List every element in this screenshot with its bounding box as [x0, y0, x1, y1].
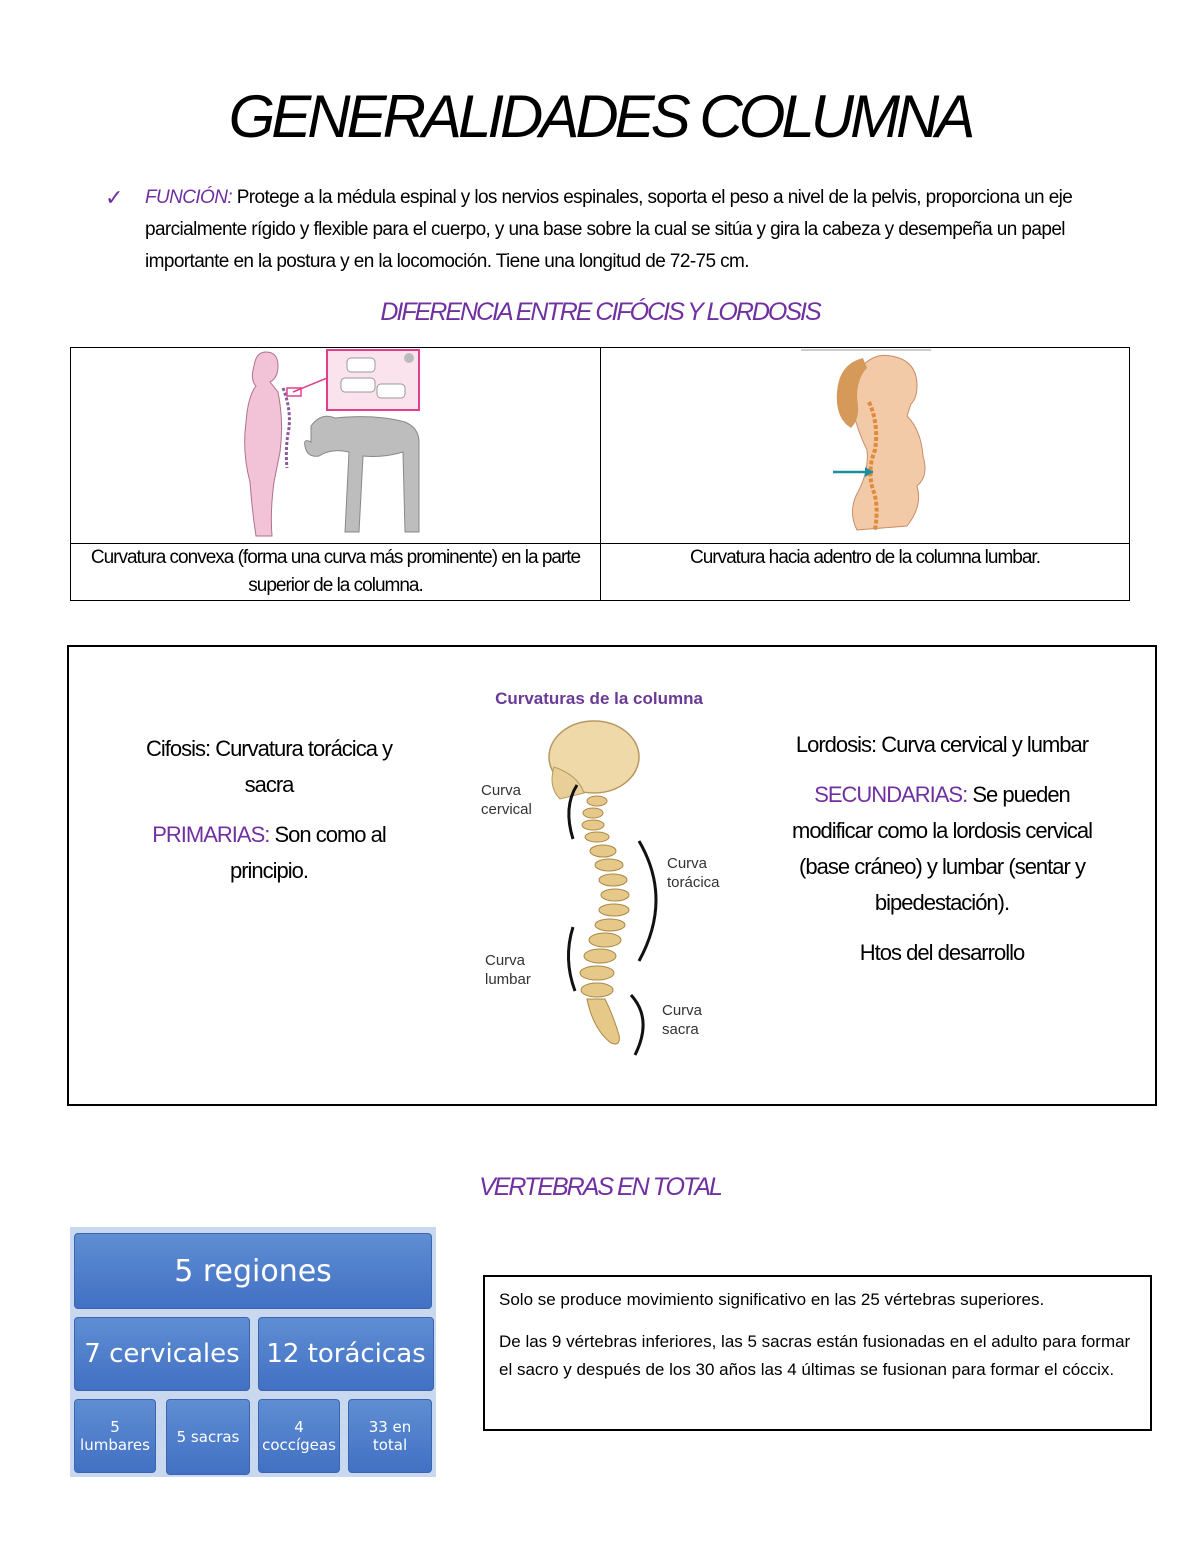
secundarias-text: Se pueden modificar como la lordosis cervical (base cráneo) y lumbar (sentar y bipedestación). — [792, 782, 1092, 915]
label-cervical: Curva cervical — [481, 782, 532, 818]
kyphosis-image-cell — [71, 348, 601, 544]
lordosis-image-cell — [601, 348, 1130, 544]
primarias-text: Son como al principio. — [229, 822, 386, 883]
block-cervicales: 7 cervicales — [74, 1317, 250, 1391]
page-title: GENERALIDADES COLUMNA — [228, 83, 972, 150]
kyphosis-caption: Curvatura convexa (forma una curva más prominente) en la parte superior de la columna. — [71, 544, 601, 601]
note-fusion: De las 9 vértebras inferiores, las 5 sacras están fusionadas en el adulto para formar el sacro y después de los 30 años las 4 últimas se fusionan para formar el cóccix. — [499, 1332, 1131, 1379]
spine-figure-title: Curvaturas de la columna — [495, 689, 703, 708]
lordosis-notes — [787, 727, 1097, 971]
vertebrae-heading: VERTEBRAS EN TOTAL — [479, 1173, 721, 1201]
spine-curvatures-diagram — [469, 717, 769, 1062]
note-movement: Solo se produce movimiento significativo en las 25 vértebras superiores. — [499, 1290, 1045, 1309]
hitos-text: Htos del desarrollo — [859, 940, 1025, 965]
comparison-table — [70, 347, 1130, 601]
lordosis-definition: Lordosis: Curva cervical y lumbar — [795, 732, 1089, 757]
lordosis-illustration — [601, 348, 1129, 538]
difference-heading: DIFERENCIA ENTRE CIFÓCIS Y LORDOSIS — [380, 298, 820, 326]
kyphosis-definition: Cifosis: Curvatura torácica y sacra — [145, 736, 393, 797]
secundarias-label: SECUNDARIAS: — [814, 782, 968, 807]
function-label: FUNCIÓN: — [145, 187, 233, 208]
block-lumbares: 5 lumbares — [74, 1399, 156, 1473]
block-total: 33 en total — [348, 1399, 432, 1473]
function-paragraph — [105, 182, 1145, 278]
lordosis-caption: Curvatura hacia adentro de la columna lumbar. — [601, 544, 1130, 601]
kyphosis-notes — [124, 731, 414, 889]
vertebrae-block-diagram — [70, 1227, 436, 1477]
block-toracicas: 12 torácicas — [258, 1317, 434, 1391]
curvatures-box — [67, 645, 1157, 1106]
checkmark-icon: ✓ — [105, 185, 123, 210]
block-regiones: 5 regiones — [74, 1233, 432, 1309]
kyphosis-illustration — [71, 348, 599, 538]
block-sacras: 5 sacras — [166, 1399, 250, 1475]
function-text: Protege a la médula espinal y los nervios espinales, soporta el peso a nivel de la pelvis, proporciona un eje parcialmente rígido y flexible para el cuerpo, y una base sobre la cual se sitúa y gira la cabeza y desempeña un papel importante en la postura y en la locomoción. Tiene una longitud de 72-75 cm. — [145, 187, 1073, 272]
block-coccigeas: 4 coccígeas — [258, 1399, 340, 1473]
label-toracica: Curva torácica — [667, 855, 720, 891]
vertebrae-note-box — [483, 1275, 1152, 1431]
label-lumbar: Curva lumbar — [485, 952, 531, 988]
primarias-label: PRIMARIAS: — [152, 822, 270, 847]
label-sacra: Curva sacra — [662, 1002, 703, 1038]
